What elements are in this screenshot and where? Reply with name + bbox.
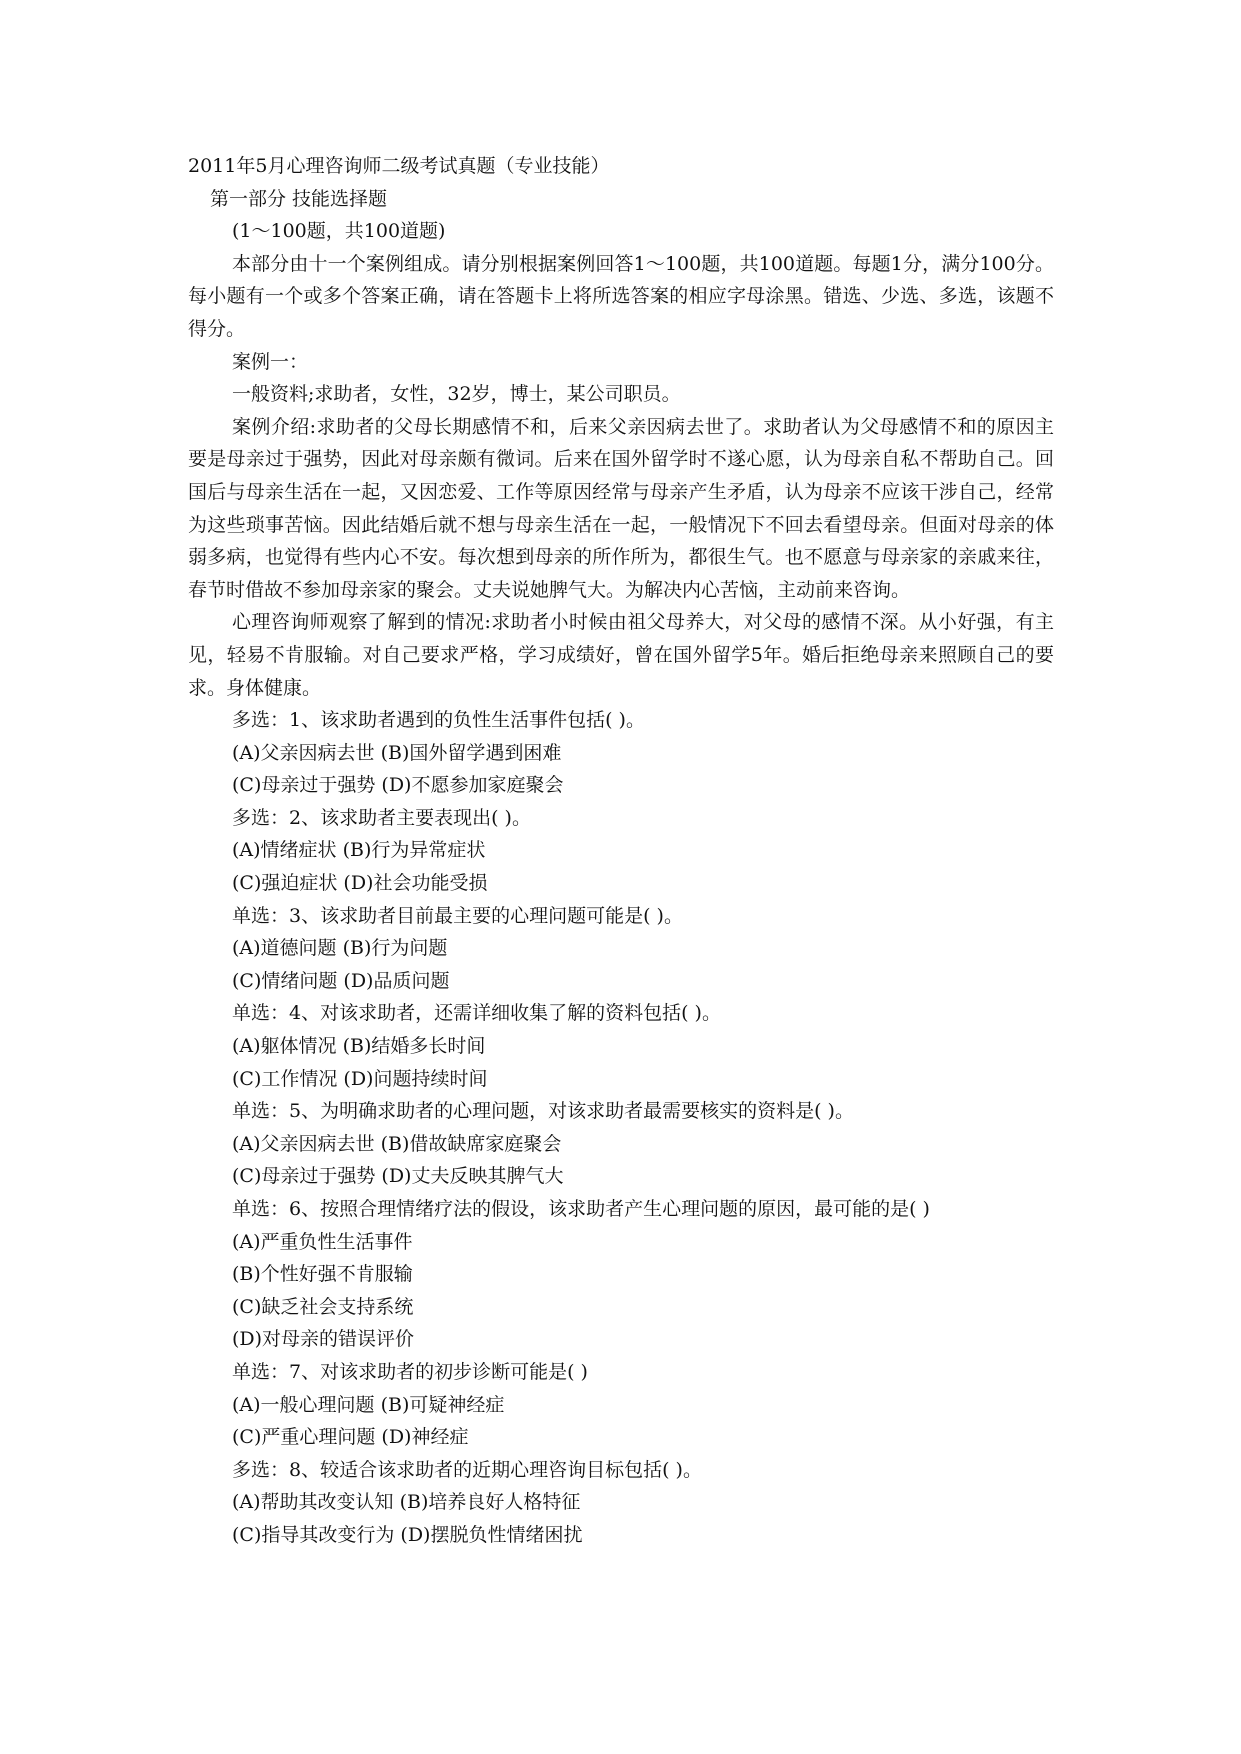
- option-line: (C)母亲过于强势 (D)不愿参加家庭聚会: [232, 774, 564, 797]
- question-block: [188, 900, 1054, 998]
- question-stem: 多选：1、该求助者遇到的负性生活事件包括( )。: [232, 709, 645, 732]
- option-line: (B)个性好强不肯服输: [232, 1263, 413, 1286]
- question-block: [188, 704, 1054, 802]
- option-line: (C)母亲过于强势 (D)丈夫反映其脾气大: [232, 1165, 564, 1188]
- case-title: 案例一：: [232, 350, 309, 373]
- option-line: (C)缺乏社会支持系统: [232, 1295, 414, 1318]
- question-stem: 单选：5、为明确求助者的心理问题，对该求助者最需要核实的资料是( )。: [232, 1100, 854, 1123]
- document-title: 2011年5月心理咨询师二级考试真题（专业技能）: [188, 155, 610, 177]
- question-stem: 多选：2、该求助者主要表现出( )。: [232, 806, 531, 829]
- question-stem: 单选：4、对该求助者，还需详细收集了解的资料包括( )。: [232, 1002, 721, 1025]
- option-line: (A)父亲因病去世 (B)借故缺席家庭聚会: [232, 1132, 562, 1155]
- option-line: (C)工作情况 (D)问题持续时间: [232, 1067, 488, 1090]
- question-block: [188, 1193, 1054, 1356]
- case-intro-paragraph: 案例介绍:求助者的父母长期感情不和，后来父亲因病去世了。求助者认为父母感情不和的原因主要是母亲过于强势，因此对母亲颇有微词。后来在国外留学时不遂心愿，认为母亲自私不帮助自己。回国后与母亲生活在一起，又因恋爱、工作等原因经常与母亲产生矛盾，认为母亲不应该干涉自己，经常为这些琐事苦恼。因此结婚后就不想与母亲生活在一起，一般情况下不回去看望母亲。但面对母亲的体弱多病，也觉得有些内心不安。每次想到母亲的所作所为，都很生气。也不愿意与母亲家的亲戚来往，春节时借故不参加母亲家的聚会。丈夫说她脾气大。为解决内心苦恼，主动前来咨询。: [188, 415, 1054, 601]
- option-line: (C)情绪问题 (D)品质问题: [232, 969, 450, 992]
- part-heading: 第一部分 技能选择题: [210, 187, 388, 210]
- option-line: (C)严重心理问题 (D)神经症: [232, 1426, 469, 1449]
- general-info: 一般资料;求助者，女性，32岁，博士，某公司职员。: [232, 383, 681, 406]
- option-line: (A)帮助其改变认知 (B)培养良好人格特征: [232, 1491, 581, 1514]
- question-stem: 单选：7、对该求助者的初步诊断可能是( ): [232, 1360, 588, 1383]
- question-stem: 单选：3、该求助者目前最主要的心理问题可能是( )。: [232, 904, 683, 927]
- option-line: (A)情绪症状 (B)行为异常症状: [232, 839, 486, 862]
- question-range: (1～100题，共100道题): [232, 220, 446, 243]
- option-line: (D)对母亲的错误评价: [232, 1328, 415, 1351]
- question-block: [188, 802, 1054, 900]
- question-stem: 单选：6、按照合理情绪疗法的假设，该求助者产生心理问题的原因，最可能的是( ): [232, 1198, 930, 1220]
- question-stem: 多选：8、较适合该求助者的近期心理咨询目标包括( )。: [232, 1458, 702, 1481]
- question-block: [188, 1356, 1054, 1454]
- option-line: (A)道德问题 (B)行为问题: [232, 937, 448, 960]
- document-body: [188, 150, 1054, 1552]
- option-line: (A)一般心理问题 (B)可疑神经症: [232, 1393, 505, 1416]
- instructions-paragraph: 本部分由十一个案例组成。请分别根据案例回答1～100题，共100道题。每题1分，满分100分。每小题有一个或多个答案正确，请在答题卡上将所选答案的相应字母涂黑。错选、少选、多选，该题不得分。: [188, 252, 1054, 340]
- option-line: (C)强迫症状 (D)社会功能受损: [232, 872, 488, 895]
- question-block: [188, 1095, 1054, 1193]
- option-line: (A)父亲因病去世 (B)国外留学遇到困难: [232, 741, 562, 764]
- question-block: [188, 1454, 1054, 1552]
- observation-paragraph: 心理咨询师观察了解到的情况:求助者小时候由祖父母养大，对父母的感情不深。从小好强，有主见，轻易不肯服输。对自己要求严格，学习成绩好，曾在国外留学5年。婚后拒绝母亲来照顾自己的要求。身体健康。: [188, 611, 1054, 699]
- question-block: [188, 997, 1054, 1095]
- option-line: (A)躯体情况 (B)结婚多长时间: [232, 1035, 486, 1058]
- option-line: (C)指导其改变行为 (D)摆脱负性情绪困扰: [232, 1523, 583, 1546]
- option-line: (A)严重负性生活事件: [232, 1230, 413, 1253]
